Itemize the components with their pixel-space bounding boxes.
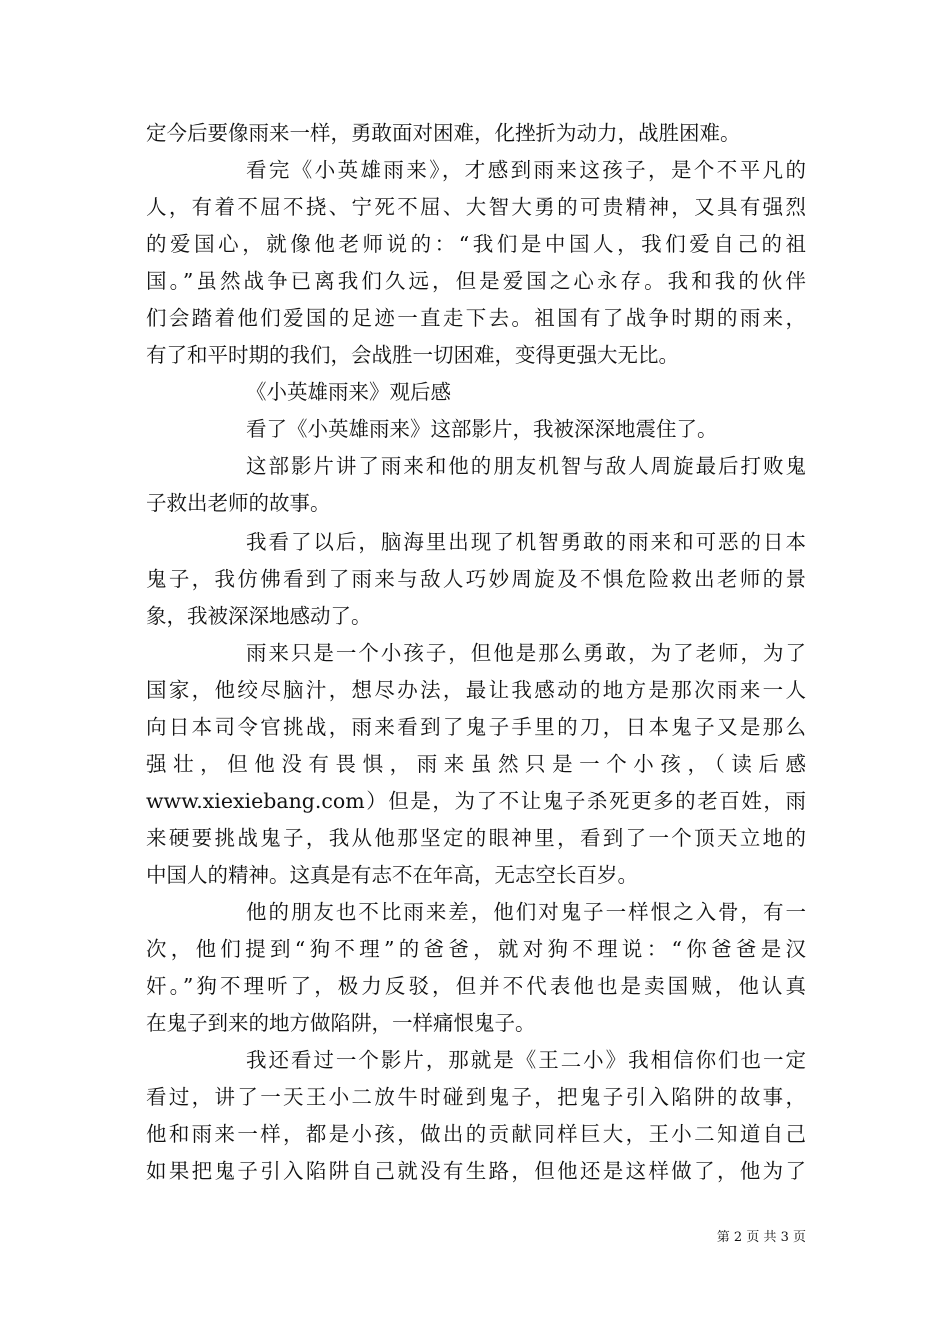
text-line: 我看了以后，脑海里出现了机智勇敢的雨来和可恶的日本 [246,530,806,554]
text-line: 我还看过一个影片，那就是《王二小》我相信你们也一定 [246,1048,806,1072]
text-line: 国。”虽然战争已离我们久远，但是爱国之心永存。我和我的伙伴 [146,269,806,293]
text-line: 们会踏着他们爱国的足迹一直走下去。祖国有了战争时期的雨来， [146,306,806,330]
text-line: 如果把鬼子引入陷阱自己就没有生路，但他还是这样做了，他为了 [146,1159,806,1183]
text-line: 有了和平时期的我们，会战胜一切困难，变得更强大无比。 [146,343,679,367]
text-line: 的爱国心，就像他老师说的：“我们是中国人，我们爱自己的祖 [146,232,806,256]
text-line: 中国人的精神。这真是有志不在年高，无志空长百岁。 [146,863,638,887]
text-line: 向日本司令官挑战，雨来看到了鬼子手里的刀，日本鬼子又是那么 [146,715,806,739]
text-line: 子救出老师的故事。 [146,491,331,515]
text-line: 人，有着不屈不挠、宁死不屈、大智大勇的可贵精神，又具有强烈 [146,195,806,219]
text-line: 这部影片讲了雨来和他的朋友机智与敌人周旋最后打败鬼 [246,454,806,478]
text-line: 鬼子，我仿佛看到了雨来与敌人巧妙周旋及不惧危险救出老师的景 [146,567,806,591]
text-line: 次，他们提到“狗不理”的爸爸，就对狗不理说：“你爸爸是汉 [146,937,806,961]
text-line: 雨来只是一个小孩子，但他是那么勇敢，为了老师，为了 [246,641,806,665]
text-line: 奸。”狗不理听了，极力反驳，但并不代表他也是卖国贼，他认真 [146,974,806,998]
text-line: 定今后要像雨来一样，勇敢面对困难，化挫折为动力，战胜困难。 [146,121,741,145]
text-line: www.xiexiebang.com）但是，为了不让鬼子杀死更多的老百姓，雨 [146,789,806,813]
text-line: 来硬要挑战鬼子，我从他那坚定的眼神里，看到了一个顶天立地的 [146,826,806,850]
text-line: 看过，讲了一天王小二放牛时碰到鬼子，把鬼子引入陷阱的故事， [146,1085,806,1109]
section-heading: 《小英雄雨来》观后感 [246,380,451,404]
text-line: 在鬼子到来的地方做陷阱，一样痛恨鬼子。 [146,1011,536,1035]
text-line: 他的朋友也不比雨来差，他们对鬼子一样恨之入骨，有一 [246,900,806,924]
text-line: 他和雨来一样，都是小孩，做出的贡献同样巨大，王小二知道自己 [146,1122,806,1146]
page-number: 第 2 页 共 3 页 [716,1230,806,1245]
text-line: 看完《小英雄雨来》，才感到雨来这孩子，是个不平凡的 [246,158,806,182]
text-line: 国家，他绞尽脑汁，想尽办法，最让我感动的地方是那次雨来一人 [146,678,806,702]
text-line: 强壮，但他没有畏惧，雨来虽然只是一个小孩，（读后感 [146,752,806,776]
text-line: 象，我被深深地感动了。 [146,604,372,628]
text-line: 看了《小英雄雨来》这部影片，我被深深地震住了。 [246,417,718,441]
